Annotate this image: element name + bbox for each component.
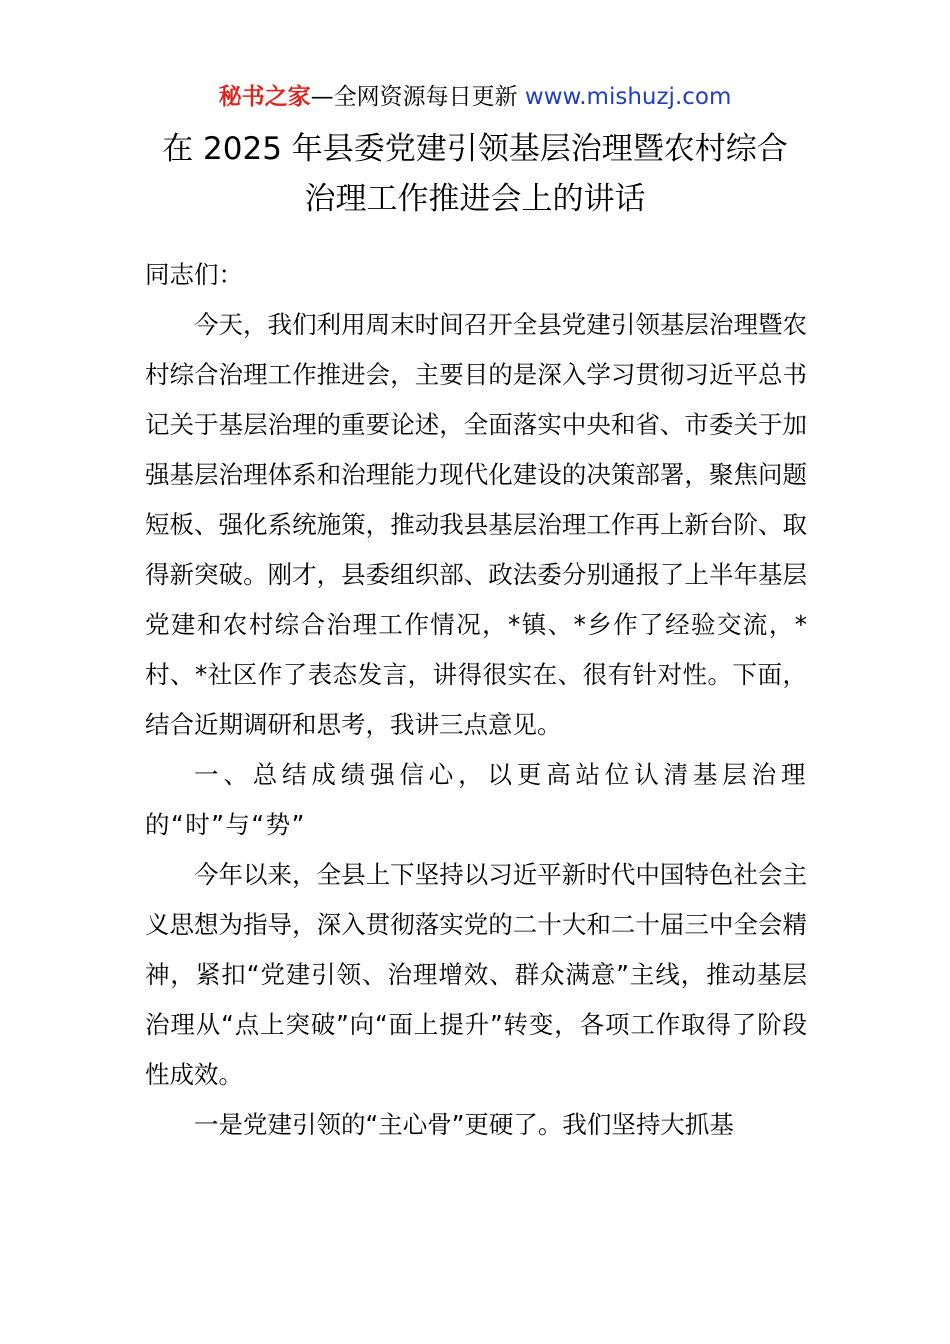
- title-line-1: 在 2025 年县委党建引领基层治理暨农村综合: [162, 131, 788, 167]
- paragraph-intro: 今天，我们利用周末时间召开全县党建引领基层治理暨农村综合治理工作推进会，主要目的是深入学习贯彻习近平总书记关于基层治理的重要论述，全面落实中央和省、市委关于加强基层治理体系和治理能力现代化建设的决策部署，聚焦问题短板、强化系统施策，推动我县基层治理工作再上新台阶、取得新突破。刚才，县委组织部、政法委分别通报了上半年基层党建和农村综合治理工作情况，*镇、*乡作了经验交流，*村、*社区作了表态发言，讲得很实在、很有针对性。下面，结合近期调研和思考，我讲三点意见。: [145, 310, 807, 739]
- title-line-2: 治理工作推进会上的讲话: [304, 181, 646, 217]
- document-body: [145, 250, 807, 1150]
- site-brand: 秘书之家: [218, 84, 311, 110]
- site-tagline: —全网资源每日更新: [310, 84, 525, 110]
- section-heading-1: 一、总结成绩强信心，以更高站位认清基层治理的“时”与“势”: [145, 760, 807, 839]
- site-header: [0, 80, 950, 114]
- document-title: [0, 124, 950, 224]
- paragraph-point-1: 一是党建引领的“主心骨”更硬了。我们坚持大抓基: [194, 1110, 734, 1139]
- salutation: 同志们：: [145, 260, 243, 289]
- site-url-link[interactable]: www.mishuzj.com: [524, 84, 732, 110]
- paragraph-achievements: 今年以来，全县上下坚持以习近平新时代中国特色社会主义思想为指导，深入贯彻落实党的二十大和二十届三中全会精神，紧扣“党建引领、治理增效、群众满意”主线，推动基层治理从“点上突破”向“面上提升”转变，各项工作取得了阶段性成效。: [145, 860, 807, 1089]
